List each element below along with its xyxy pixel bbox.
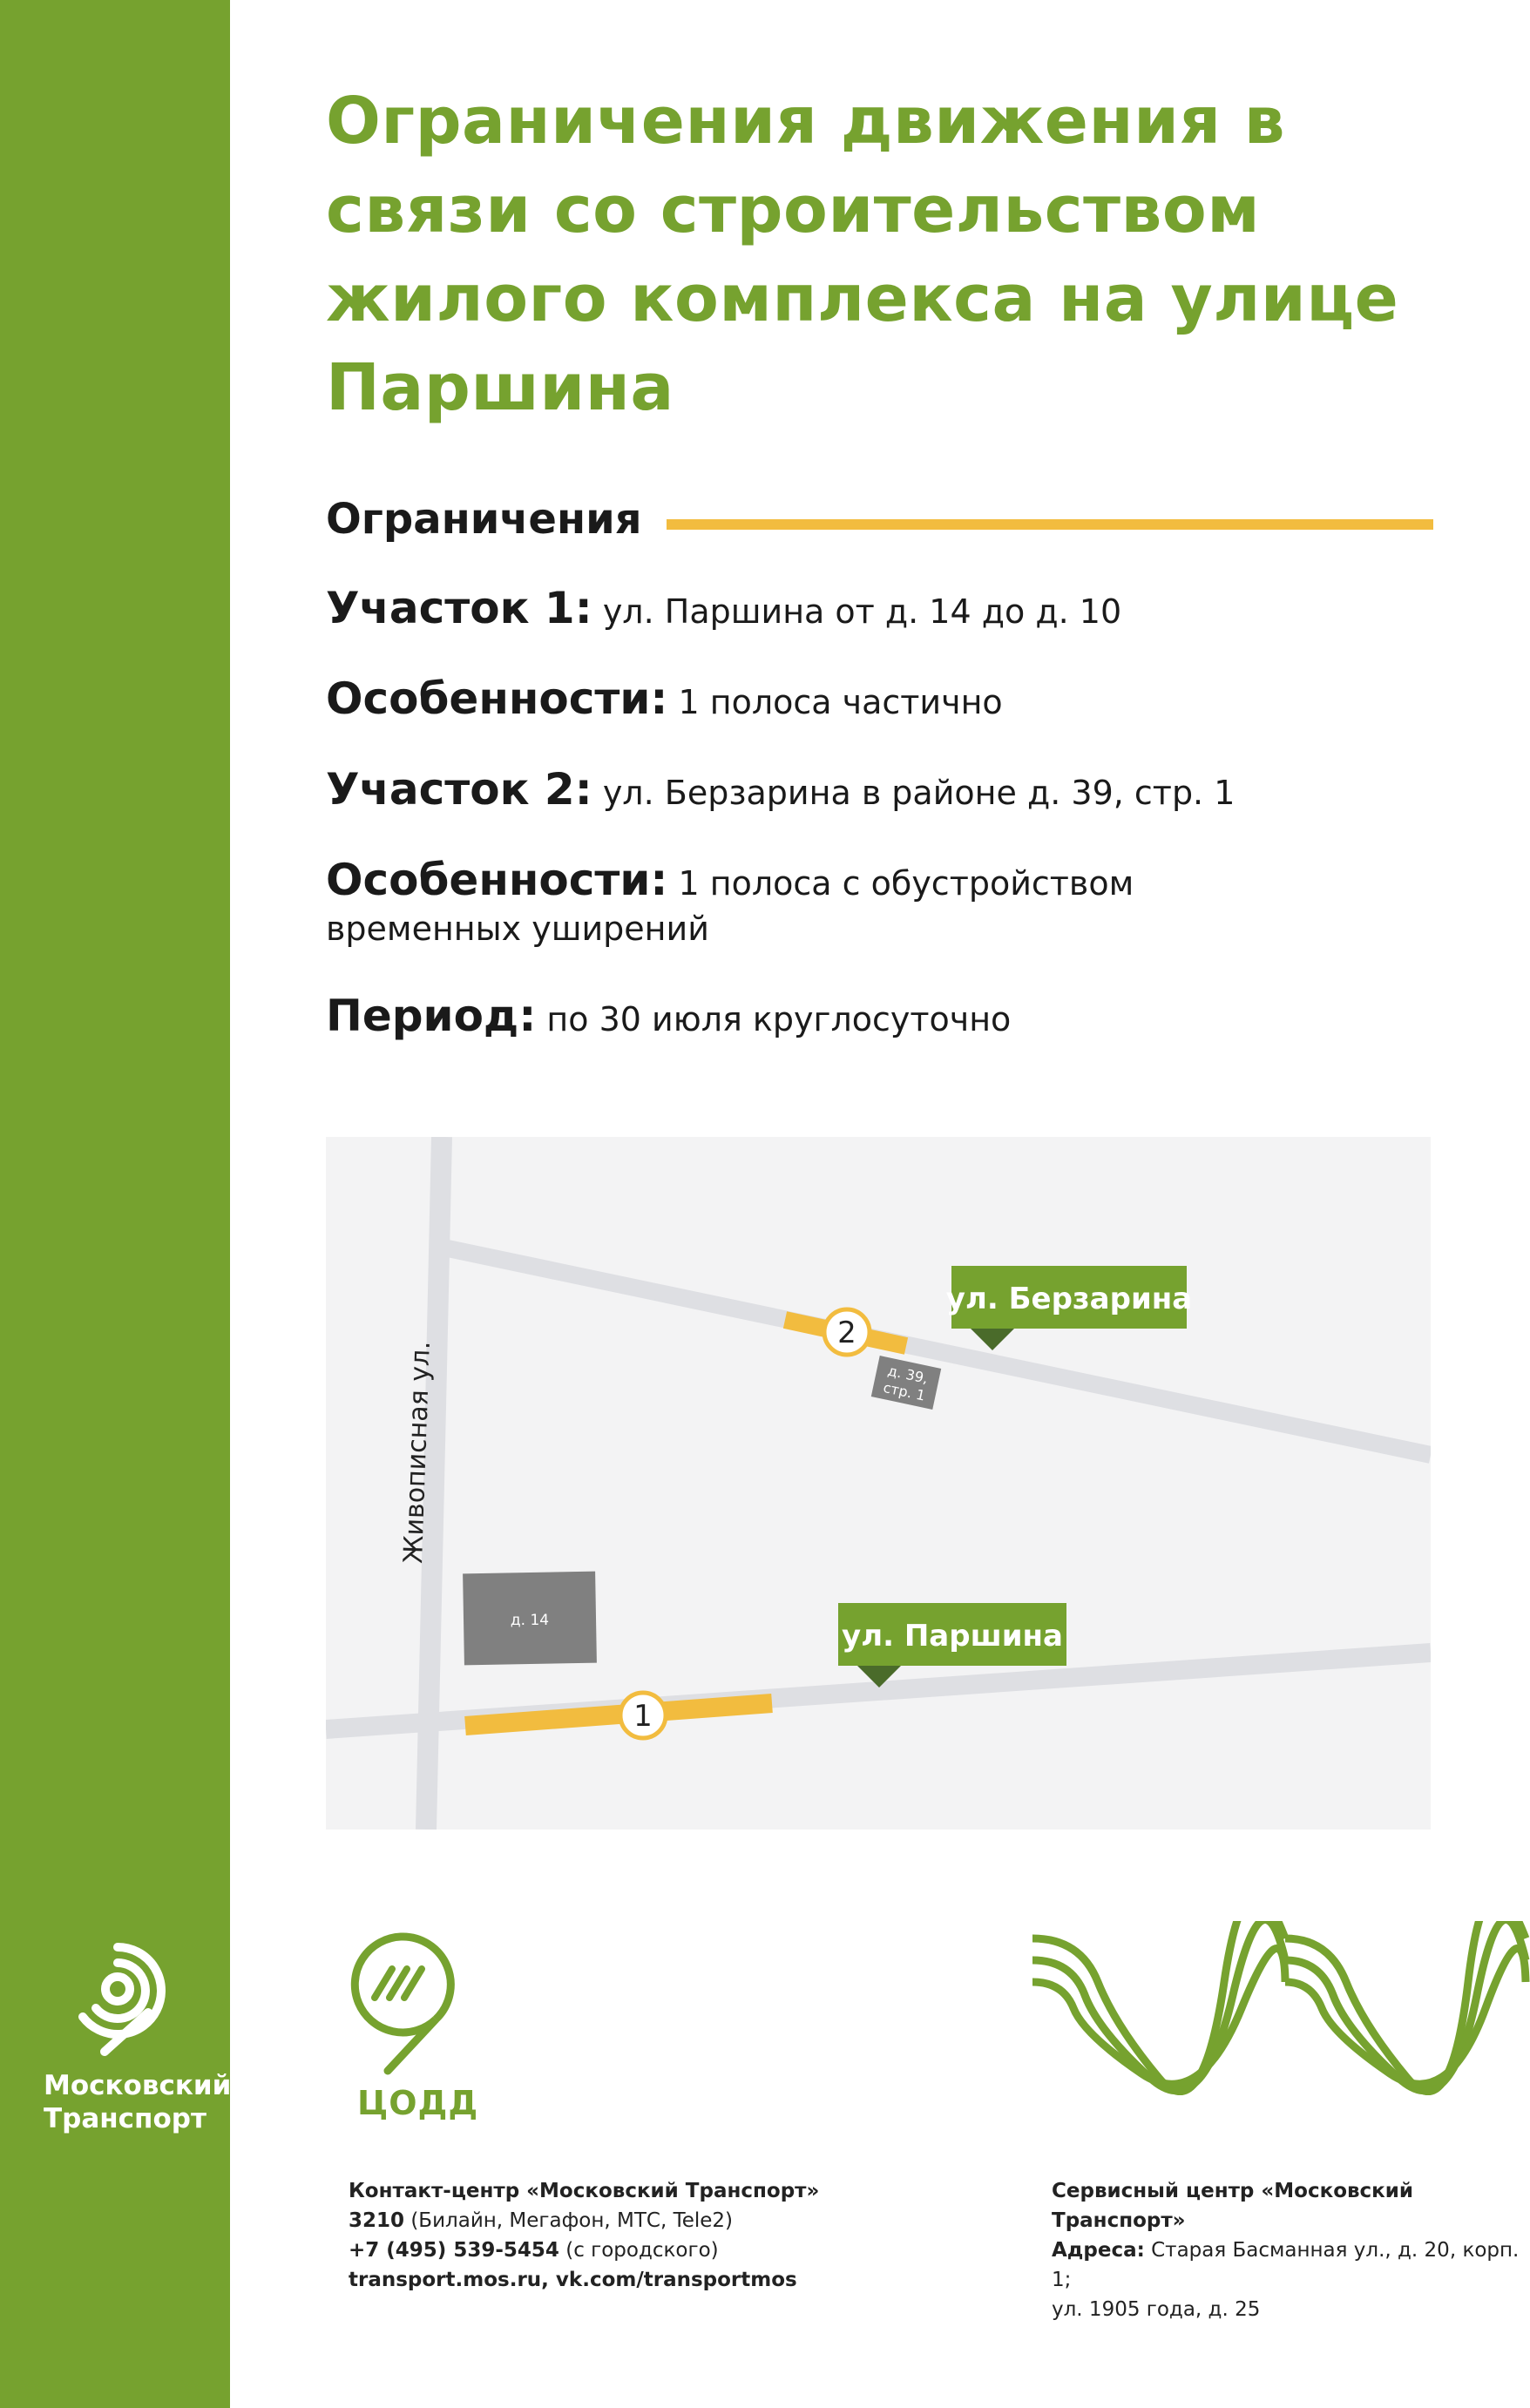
map-svg: [326, 1137, 1431, 1830]
row-label: Участок 1:: [326, 583, 592, 633]
label-parshina-text: ул. Паршина: [842, 1619, 1063, 1654]
row-value: ул. Берзарина в районе д. 39, стр. 1: [602, 774, 1236, 812]
row-value: 1 полоса с обустройством временных уширений: [326, 864, 1134, 948]
row-value: 1 полоса частично: [678, 683, 1003, 721]
address-1: Старая Басманная ул., д. 20, корп. 1;: [1052, 2239, 1520, 2291]
label-zhivopisnaya: Живописная ул.: [398, 1340, 437, 1565]
label-berzarina-text: ул. Берзарина: [945, 1282, 1193, 1316]
web-links: transport.mos.ru, vk.com/transportmos: [349, 2269, 797, 2291]
marker-1: [620, 1693, 666, 1738]
label-berzarina: [946, 1266, 1192, 1350]
page-title: Ограничения движения в связи со строительством жилого комплекса на улице Паршина: [326, 84, 1399, 425]
codd-icon: [335, 1921, 466, 2078]
building-39-label2: стр. 1: [882, 1378, 927, 1404]
section-rule: [667, 519, 1433, 530]
marker-2: [824, 1309, 870, 1355]
contact-center-block: [349, 2176, 819, 2295]
address-2: ул. 1905 года, д. 25: [1052, 2298, 1261, 2321]
service-title: Сервисный центр «Московский Транспорт»: [1052, 2180, 1414, 2232]
row-features-2: [326, 857, 1328, 951]
phone: +7 (495) 539-5454: [349, 2239, 559, 2262]
row-value: по 30 июля круглосуточно: [546, 1000, 1012, 1038]
address-label: Адреса:: [1052, 2239, 1145, 2262]
contact-title: Контакт-центр «Московский Транспорт»: [349, 2180, 820, 2202]
logo-line1: Московский: [44, 2070, 232, 2101]
row-label: Особенности:: [326, 855, 668, 905]
waves-pattern: [1028, 1921, 1530, 2095]
row-value: ул. Паршина от д. 14 до д. 10: [602, 592, 1122, 631]
building-39: [871, 1356, 941, 1410]
green-sidebar: [0, 0, 230, 2408]
service-center-block: [1052, 2176, 1530, 2324]
row-features-1: [326, 673, 1459, 725]
row-label: Участок 2:: [326, 764, 592, 815]
road-berzarina: [448, 1248, 1431, 1455]
short-number: 3210: [349, 2209, 405, 2232]
row-section-2: [326, 764, 1459, 815]
section-heading: Ограничения: [326, 495, 642, 544]
phone-note: (с городского): [565, 2239, 719, 2262]
marker-2-text: 2: [837, 1316, 856, 1350]
row-label: Особенности:: [326, 673, 668, 724]
row-period: [326, 993, 1459, 1042]
building-14-label: д. 14: [510, 1612, 550, 1629]
moscow-transport-logo: [44, 1930, 232, 2135]
codd-text: ЦОДД: [357, 2084, 479, 2122]
map: [326, 1137, 1431, 1830]
building-39-label: д. 39,: [886, 1362, 930, 1387]
codd-logo: [335, 1921, 466, 2081]
moscow-transport-icon: [52, 1930, 183, 2060]
marker-1-text: 1: [633, 1699, 653, 1734]
building-14: [463, 1572, 597, 1666]
row-label: Период:: [326, 991, 537, 1041]
logo-line2: Транспорт: [44, 2103, 206, 2134]
row-section-1: [326, 585, 1459, 634]
short-operators: (Билайн, Мегафон, МТС, Tele2): [410, 2209, 734, 2232]
decorative-waves: [1028, 1921, 1530, 2099]
